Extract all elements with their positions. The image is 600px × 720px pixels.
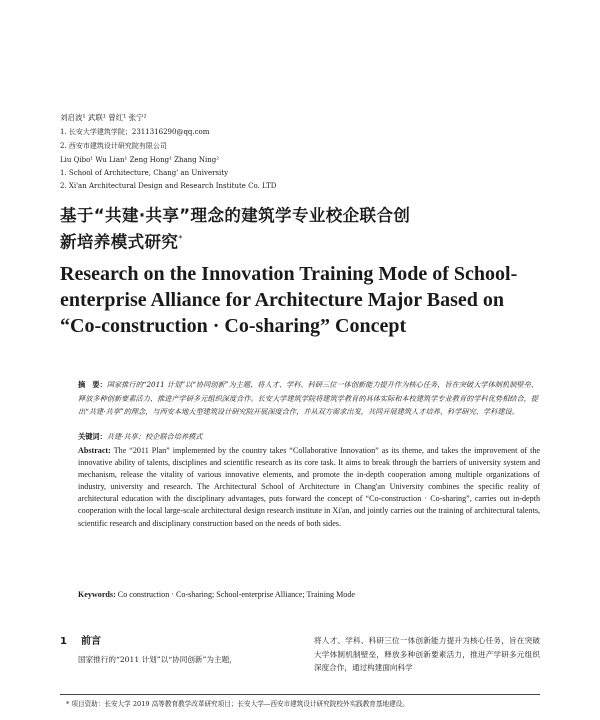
footnote-divider bbox=[60, 694, 540, 695]
abstract-cn-text: 国家推行的“2011 计划”以“协同创新”为主题，将人才、学科、科研三位一体创新能力提升作为核心任务，旨在突破大学体制机制壁垒、释放多种创新要素活力、推进产学研多元组织深度合作。长安大学建筑学院将建筑学教育的具体实际和本校建筑学专业教育的学科优势相结合，提出“共建·共享”的理念，与西安本地大型建筑设计研究院开展深度合作，并从双方需求出发，共同开展建筑人才培养、科学研究、学科建设。 bbox=[78, 380, 539, 416]
section-number: 1 bbox=[60, 636, 67, 647]
title-cn-line1: 基于“共建·共享”理念的建筑学专业校企联合创 bbox=[60, 206, 411, 225]
section-title: 前言 bbox=[80, 636, 101, 647]
abstract-cn bbox=[78, 378, 538, 419]
title-cn bbox=[60, 204, 560, 254]
abstract-en bbox=[78, 445, 540, 530]
affiliation-en-2: 2. Xi'an Architectural Design and Research Institute Co. LTD bbox=[60, 182, 277, 190]
abstract-en-label: Abstract: bbox=[78, 446, 111, 455]
keywords-cn-label: 关键词： bbox=[78, 432, 107, 441]
keywords-cn bbox=[78, 431, 538, 443]
footnote: * 项目资助：长安大学 2019 高等教育教学改革研究项目；长安大学—西安市建筑设计研究院校外实践教育基地建设。 bbox=[66, 700, 409, 708]
affiliation-cn-2: 2. 西安市建筑设计研究院有限公司 bbox=[60, 142, 167, 150]
abstract-en-text: The “2011 Plan” implemented by the country takes “Collaborative Innovation” as its theme, and takes the improvement of the innovative ability of talents, disciplines and scientific research as its core task. It aims to break through the barriers of university system and mechanism, release the vitality of various innovative elements, and promote the in-depth cooperation among multiple organizations of industry, university and research. The Architectural School of Architecture in Chang'an University combines the specific reality of architectural education with the disciplinary advantages, puts forward the concept of “Co-construction · Co-sharing”, carries out in-depth cooperation with the local large-scale architectural design research institute in Xi'an, and jointly carries out the training of architectural talents, scientific research and disciplinary construction based on the needs of both sides. bbox=[78, 446, 540, 528]
keywords-en-text: Co construction · Co-sharing; School-enterprise Alliance; Training Mode bbox=[117, 590, 355, 599]
affiliation-cn-1: 1. 长安大学建筑学院；2311316290@qq.com bbox=[60, 128, 210, 136]
keywords-en-label: Keywords: bbox=[78, 590, 116, 599]
keywords-en bbox=[78, 589, 538, 601]
body-text-right: 将人才、学科、科研三位一体创新能力提升为核心任务，旨在突破大学体制机制壁垒，释放多种创新要素活力，推进产学研多元组织深度合作，通过构建面向科学 bbox=[314, 636, 540, 672]
authors-en: Liu Qibo¹ Wu Lian¹ Zeng Hong¹ Zhang Ning² bbox=[60, 156, 220, 164]
affiliation-en-1: 1. School of Architecture, Chang' an University bbox=[60, 169, 229, 177]
body-text-left: 国家推行的“2011 计划”以“协同创新”为主题， bbox=[78, 655, 237, 664]
keywords-cn-text: 共建·共享；校企联合培养模式 bbox=[106, 432, 203, 441]
abstract-cn-label: 摘 要： bbox=[78, 380, 107, 389]
authors-cn: 刘启波¹ 武联¹ 曾红¹ 张宁² bbox=[60, 113, 147, 122]
section-heading bbox=[60, 632, 115, 647]
title-cn-line2: 新培养模式研究 bbox=[60, 232, 179, 252]
title-en: Research on the Innovation Training Mode of School-enterprise Alliance for Architecture Major Based on “Co-construction · Co-sharing” Concept bbox=[60, 263, 518, 337]
title-footnote-mark: * bbox=[178, 234, 183, 243]
